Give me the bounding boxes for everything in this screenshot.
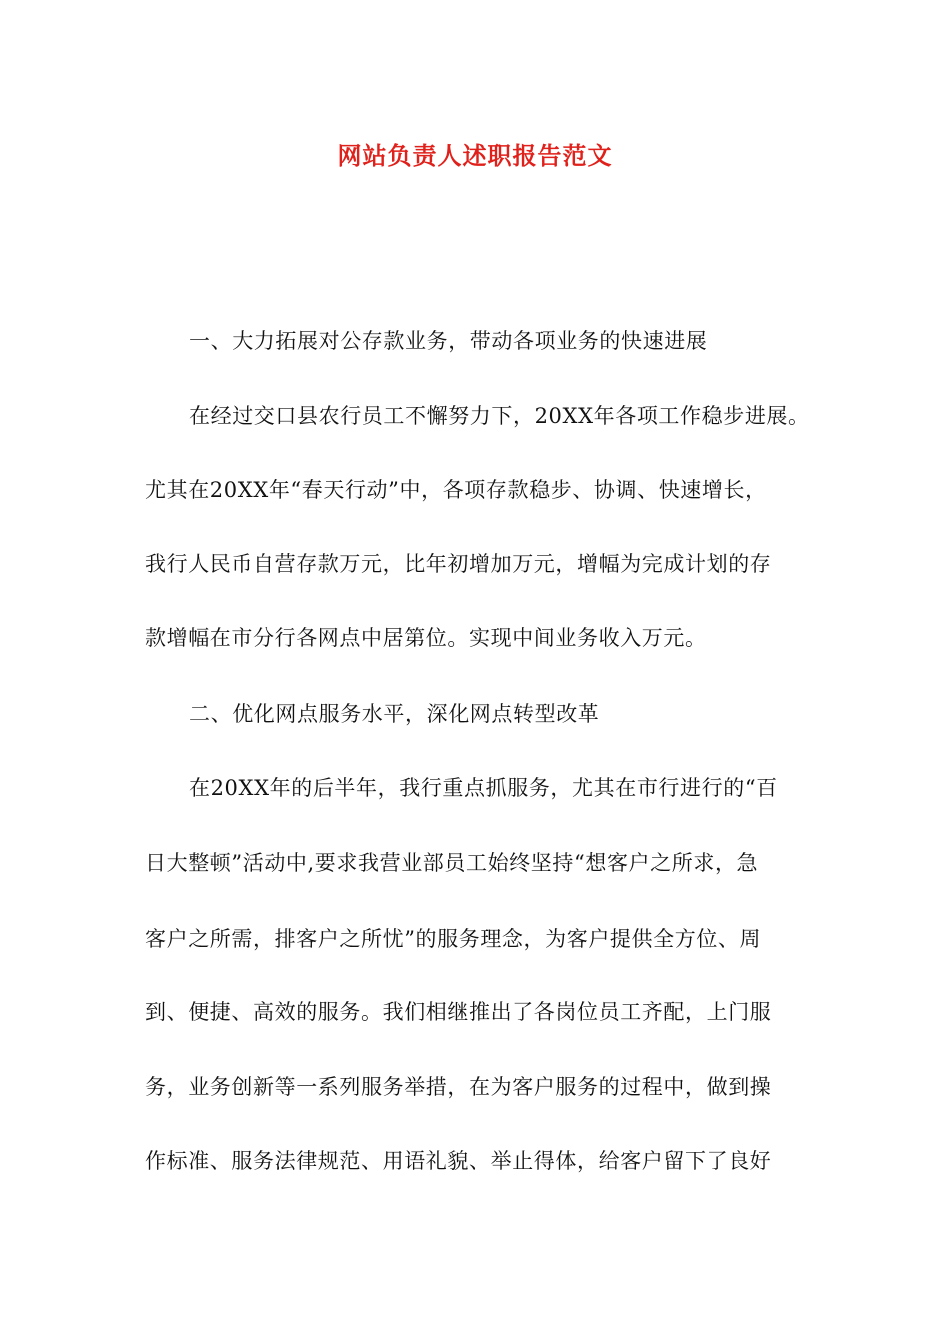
heading-1: 一、大力拓展对公存款业务，带动各项业务的快速进展 bbox=[189, 329, 708, 353]
paragraph-line: 作标准、服务法律规范、用语礼貌、举止得体，给客户留下了良好 bbox=[145, 1149, 772, 1173]
heading-2: 二、优化网点服务水平，深化网点转型改革 bbox=[189, 702, 600, 726]
paragraph-line: 到、便捷、高效的服务。我们相继推出了各岗位员工齐配，上门服 bbox=[145, 1000, 772, 1024]
paragraph-line: 款增幅在市分行各网点中居第位。实现中间业务收入万元。 bbox=[145, 626, 707, 650]
document-title: 网站负责人述职报告范文 bbox=[337, 141, 613, 170]
paragraph-line: 务，业务创新等一系列服务举措，在为客户服务的过程中，做到操 bbox=[145, 1075, 772, 1099]
paragraph-line: 我行人民币自营存款万元，比年初增加万元，增幅为完成计划的存 bbox=[145, 552, 772, 576]
paragraph-line: 在经过交口县农行员工不懈努力下，20XX年各项工作稳步进展。 bbox=[189, 404, 810, 428]
paragraph-line: 在20XX年的后半年，我行重点抓服务，尤其在市行进行的“百 bbox=[189, 776, 778, 800]
paragraph-line: 客户之所需，排客户之所忧”的服务理念，为客户提供全方位、周 bbox=[145, 927, 762, 951]
paragraph-line: 日大整顿”活动中,要求我营业部员工始终坚持“想客户之所求，急 bbox=[145, 851, 759, 875]
paragraph-line: 尤其在20XX年“春天行动”中，各项存款稳步、协调、快速增长， bbox=[145, 478, 767, 502]
